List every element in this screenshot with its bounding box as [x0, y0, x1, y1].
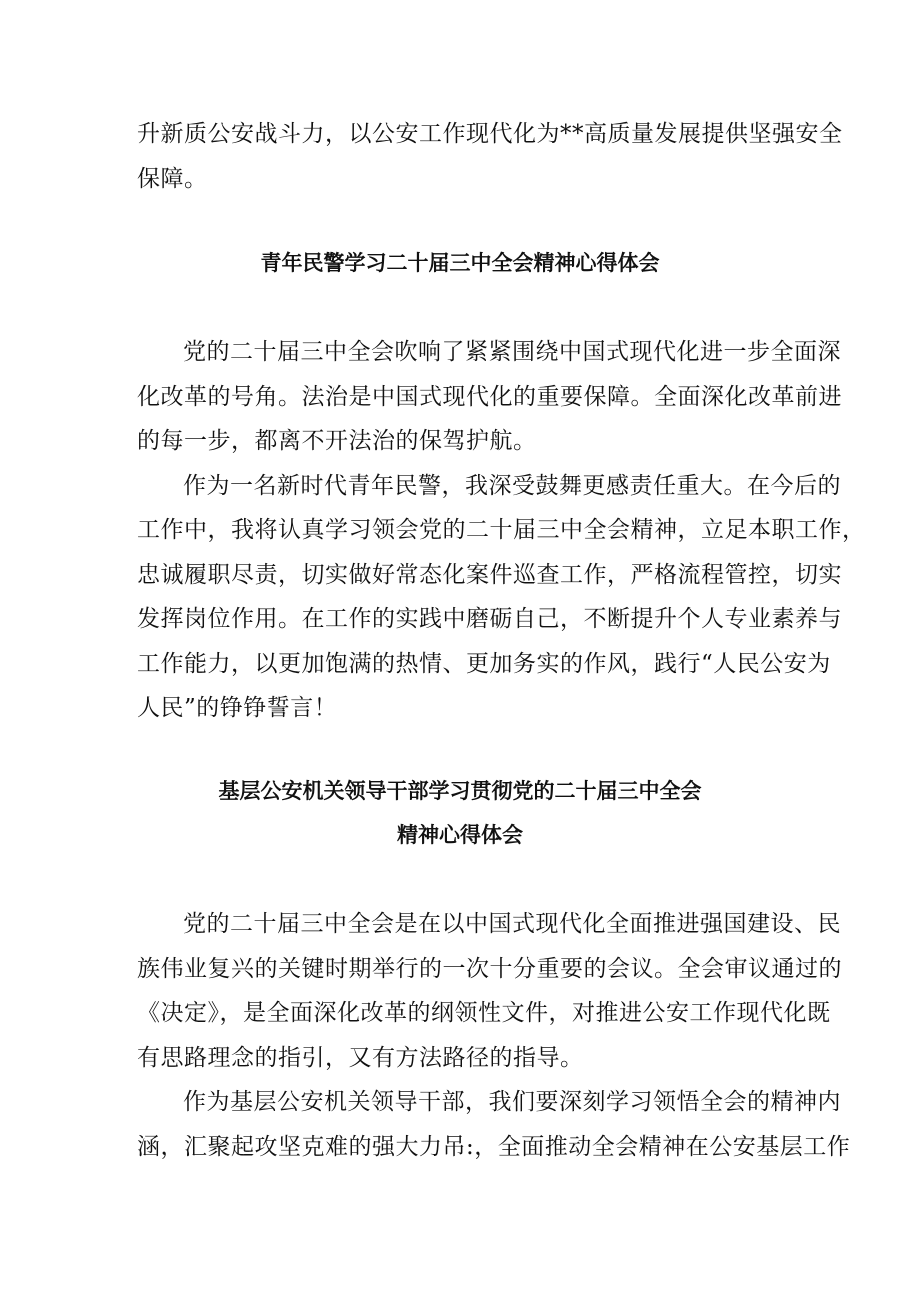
paragraph-line: 有思路理念的指引，又有方法路径的指导。: [137, 1045, 584, 1071]
paragraph-line: 族伟业复兴的关键时期举行的一次十分重要的会议。全会审议通过的: [137, 956, 842, 982]
section-title: 基层公安机关领导干部学习贯彻党的二十届三中全会: [218, 779, 702, 803]
paragraph-line: 党的二十届三中全会吹响了紧紧围绕中国式现代化进一步全面深: [183, 339, 841, 365]
section-title-continued: 精神心得体会: [397, 823, 523, 847]
paragraph-line: 的每一步，都离不开法治的保驾护航。: [137, 428, 537, 454]
paragraph-line: 人民”的铮铮誓言！: [137, 695, 338, 721]
paragraph-line: 党的二十届三中全会是在以中国式现代化全面推进强国建设、民: [183, 911, 841, 937]
paragraph-line: 作为一名新时代青年民警，我深受鼓舞更感责任重大。在今后的: [183, 473, 841, 499]
paragraph-line: 化改革的号角。法治是中国式现代化的重要保障。全面深化改革前进: [137, 384, 842, 410]
paragraph-line: 工作能力，以更加饱满的热情、更加务实的作风，践行“人民公安为: [137, 651, 831, 677]
paragraph-line: 涵，汇聚起攻坚克难的强大力吊:，全面推动全会精神在公安基层工作: [137, 1134, 851, 1160]
paragraph-line: 工作中，我将认真学习领会党的二十届三中全会精神，立足本职工作，: [137, 517, 866, 543]
section-title: 青年民警学习二十届三中全会精神心得体会: [260, 251, 660, 275]
paragraph-line: 升新质公安战斗力，以公安工作现代化为**高质量发展提供坚强安全: [137, 121, 843, 147]
paragraph-line: 保障。: [137, 166, 208, 192]
paragraph-line: 忠诚履职尽责，切实做好常态化案件巡查工作，严格流程管控，切实: [137, 562, 842, 588]
paragraph-line: 作为基层公安机关领导干部，我们要深刻学习领悟全会的精神内: [183, 1089, 841, 1115]
paragraph-line: 《决定》，是全面深化改革的纲领性文件，对推进公安工作现代化既: [137, 1000, 831, 1026]
paragraph-line: 发挥岗位作用。在工作的实践中磨砺自己，不断提升个人专业素养与: [137, 606, 842, 632]
